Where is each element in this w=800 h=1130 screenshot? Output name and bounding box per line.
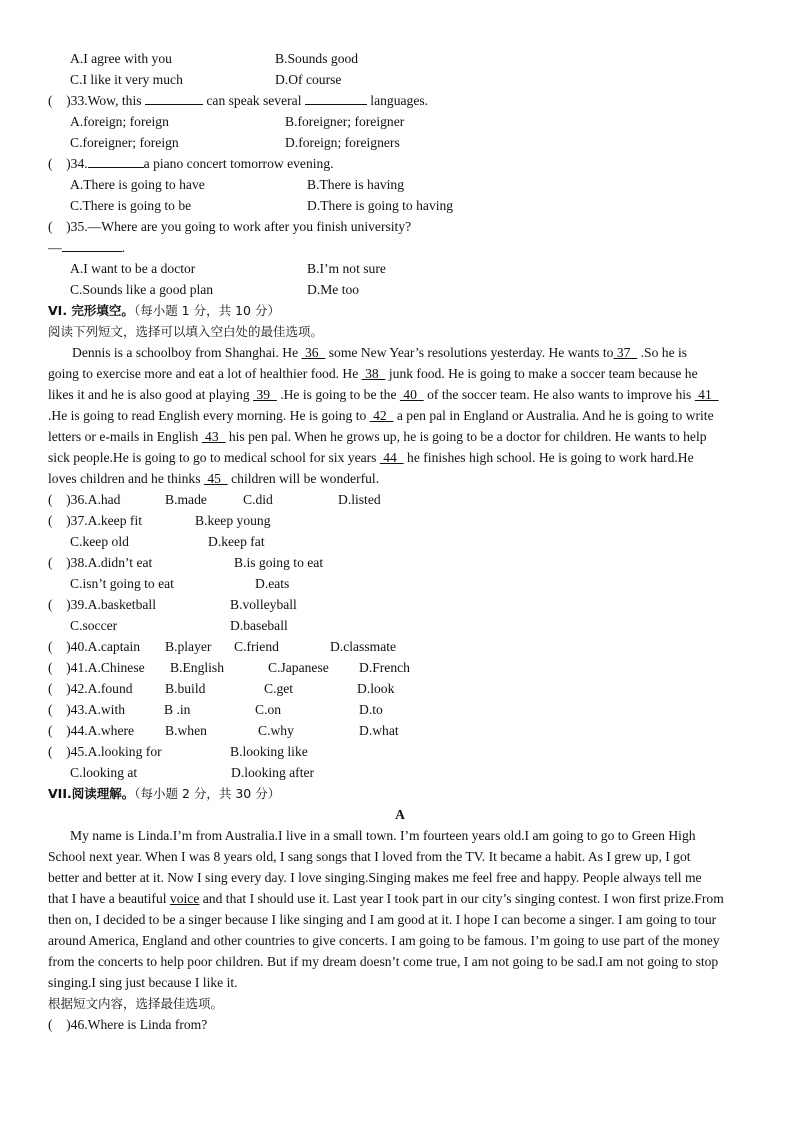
section-6-heading — [48, 300, 752, 321]
q35-reply-dash: — — [48, 240, 62, 255]
q39-options-row2 — [48, 615, 752, 636]
option-c[interactable]: C.Sounds like a good plan — [70, 282, 214, 297]
answer-blank[interactable] — [305, 90, 367, 105]
section-7-heading — [48, 783, 752, 804]
q36-options — [48, 489, 752, 510]
cloze-passage — [48, 342, 752, 489]
q32-options-row2 — [48, 69, 752, 90]
option-a[interactable]: ( )40.A.captain — [48, 639, 141, 654]
blank-37[interactable]: 37 — [613, 345, 638, 360]
reading-line-7: from the concerts to help poor children. But if my dream doesn’t come true, I am not going to be sad.I am not going to stop — [48, 954, 719, 969]
option-c[interactable]: C.soccer — [70, 618, 118, 633]
option-a[interactable]: A.I want to be a doctor — [70, 261, 196, 276]
option-c[interactable]: C.Japanese — [268, 660, 329, 675]
q45-options-row1 — [48, 741, 752, 762]
q46-stem: ( )46.Where is Linda from? — [48, 1017, 208, 1032]
cloze-line-5 — [48, 426, 752, 447]
cloze-line-7 — [48, 468, 752, 489]
cloze-text: a pen pal in England or Australia. And he is going to write — [393, 408, 714, 423]
q34-options-row2 — [48, 195, 752, 216]
cloze-line-1 — [48, 342, 752, 363]
q33-stem-pre: ( )33.Wow, this — [48, 93, 142, 108]
option-a[interactable]: A.foreign; foreign — [70, 114, 169, 129]
option-c[interactable]: C.why — [258, 723, 294, 738]
q41-options — [48, 657, 752, 678]
reading-line-1: My name is Linda.I’m from Australia.I live in a small town. I’m fourteen years old.I am going to go to Green High — [70, 828, 696, 843]
option-c[interactable]: C.isn’t going to eat — [70, 576, 174, 591]
option-a[interactable]: ( )36.A.had — [48, 492, 121, 507]
reading-text: that I have a beautiful — [48, 891, 170, 906]
q45-options-row2 — [48, 762, 752, 783]
option-b[interactable]: B.English — [170, 660, 225, 675]
option-a[interactable]: ( )38.A.didn’t eat — [48, 555, 153, 570]
blank-43[interactable]: 43 — [201, 429, 226, 444]
q34-stem-post: a piano concert tomorrow evening. — [143, 156, 334, 171]
cloze-text: going to exercise more and eat a lot of healthier food. He — [48, 366, 362, 381]
q35-options-row1 — [48, 258, 752, 279]
option-d[interactable]: D.French — [359, 660, 410, 675]
option-d[interactable]: D.eats — [255, 576, 290, 591]
cloze-text: of the soccer team. He also wants to improve his — [423, 387, 695, 402]
section-6-score: （每小题 1 分，共 10 分） — [133, 303, 280, 318]
section-7-score: （每小题 2 分，共 30 分） — [134, 786, 281, 801]
cloze-text: sick people.He is going to go to medical school for six years — [48, 450, 380, 465]
option-b[interactable]: B.Sounds good — [275, 51, 359, 66]
option-d[interactable]: D.to — [359, 702, 383, 717]
q38-options-row2 — [48, 573, 752, 594]
q33-options-row2 — [48, 132, 752, 153]
cloze-text: likes it and he is also good at playing — [48, 387, 254, 402]
reading-line-4 — [48, 888, 752, 909]
answer-blank[interactable] — [145, 90, 203, 105]
q33-stem-post: languages. — [370, 93, 429, 108]
option-b[interactable]: B.build — [165, 681, 206, 696]
option-b[interactable]: B .in — [164, 702, 191, 717]
cloze-line-3 — [48, 384, 752, 405]
option-d[interactable]: D.foreign; foreigners — [285, 135, 400, 150]
option-b[interactable]: B.There is having — [307, 177, 405, 192]
q35-options-row2 — [48, 279, 752, 300]
option-d[interactable]: D.Me too — [307, 282, 360, 297]
q34-options-row1 — [48, 174, 752, 195]
option-b[interactable]: B.is going to eat — [234, 555, 324, 570]
blank-38[interactable]: 38 — [361, 366, 386, 381]
option-b[interactable]: B.keep young — [195, 513, 271, 528]
option-b[interactable]: B.made — [165, 492, 207, 507]
cloze-text: .He is going to be the — [276, 387, 400, 402]
blank-44[interactable]: 44 — [379, 450, 404, 465]
reading-line-6: around America, England and other countries to give concerts. I am going to be famous. I’m going to use part of the money — [48, 933, 720, 948]
option-a[interactable]: ( )44.A.where — [48, 723, 135, 738]
option-c[interactable]: C.on — [255, 702, 282, 717]
cloze-text: some New Year’s resolutions yesterday. He wants to — [325, 345, 614, 360]
cloze-text: letters or e-mails in English — [48, 429, 202, 444]
option-d[interactable]: D.what — [359, 723, 399, 738]
option-b[interactable]: B.looking like — [230, 744, 308, 759]
cloze-text: junk food. He is going to make a soccer team because he — [385, 366, 698, 381]
option-b[interactable]: B.foreigner; foreigner — [285, 114, 405, 129]
option-d[interactable]: D.listed — [338, 492, 381, 507]
cloze-text: loves children and he thinks — [48, 471, 204, 486]
underlined-word: voice — [169, 891, 200, 906]
section-6-instruction: 阅读下列短文，选择可以填入空白处的最佳选项。 — [48, 324, 324, 339]
cloze-line-6 — [48, 447, 752, 468]
blank-45[interactable]: 45 — [203, 471, 228, 486]
blank-40[interactable]: 40 — [399, 387, 424, 402]
option-a[interactable]: A.I agree with you — [70, 51, 172, 66]
option-c[interactable]: C.looking at — [70, 765, 138, 780]
cloze-text: .He is going to read English every morning. He is going to — [48, 408, 370, 423]
reading-instruction: 根据短文内容，选择最佳选项。 — [48, 996, 224, 1011]
blank-36[interactable]: 36 — [301, 345, 326, 360]
answer-blank[interactable] — [88, 153, 144, 168]
option-b[interactable]: B.player — [165, 639, 212, 654]
option-a[interactable]: ( )39.A.basketball — [48, 597, 156, 612]
q38-options-row1 — [48, 552, 752, 573]
q39-options-row1 — [48, 594, 752, 615]
answer-blank[interactable] — [62, 237, 122, 252]
q37-options-row2 — [48, 531, 752, 552]
option-d[interactable]: D.baseball — [230, 618, 288, 633]
blank-39[interactable]: 39 — [253, 387, 277, 402]
q37-options-row1 — [48, 510, 752, 531]
q33-stem-mid: can speak several — [206, 93, 302, 108]
option-b[interactable]: B.volleyball — [230, 597, 297, 612]
option-c[interactable]: C.foreigner; foreign — [70, 135, 179, 150]
option-a[interactable]: ( )42.A.found — [48, 681, 133, 696]
option-c[interactable]: C.get — [264, 681, 294, 696]
option-c[interactable]: C.did — [243, 492, 273, 507]
q33-stem — [48, 90, 752, 111]
q34-stem — [48, 153, 752, 174]
option-c[interactable]: C.keep old — [70, 534, 129, 549]
cloze-line-4 — [48, 405, 752, 426]
blank-42[interactable]: 42 — [369, 408, 394, 423]
reading-line-8: singing.I sing just because I like it. — [48, 975, 238, 990]
q40-options — [48, 636, 752, 657]
reading-passage — [48, 825, 752, 993]
option-b[interactable]: B.I’m not sure — [307, 261, 386, 276]
option-a[interactable]: ( )37.A.keep fit — [48, 513, 142, 528]
q35-stem: ( )35.—Where are you going to work after you finish university? — [48, 219, 412, 234]
q32-options-row1 — [48, 48, 752, 69]
cloze-text: children will be wonderful. — [227, 471, 380, 486]
reading-line-3: better and better at it. Now I sing every day. I love singing.Singing makes me feel free and happy. People always tell me — [48, 870, 702, 885]
reading-text: and that I should use it. Last year I took part in our city’s singing contest. I won first prize.From — [199, 891, 724, 906]
option-c[interactable]: C.There is going to be — [70, 198, 192, 213]
cloze-text: his pen pal. When he grows up, he is going to be a doctor for children. He wants to help — [225, 429, 707, 444]
option-d[interactable]: D.classmate — [330, 639, 397, 654]
q42-options — [48, 678, 752, 699]
cloze-text: .So he is — [637, 345, 688, 360]
option-d[interactable]: D.There is going to having — [307, 198, 454, 213]
q44-options — [48, 720, 752, 741]
cloze-text: Dennis is a schoolboy from Shanghai. He — [72, 345, 302, 360]
q34-stem-pre: ( )34. — [48, 156, 88, 171]
section-6-title: VI. 完形填空。 — [48, 303, 134, 318]
reading-line-5: then on, I decided to be a singer because I like singing and I am good at it. I hope I can become a singer. I am going to tour — [48, 912, 717, 927]
option-b[interactable]: B.when — [165, 723, 207, 738]
option-c[interactable]: C.friend — [234, 639, 279, 654]
exam-page — [48, 48, 752, 1035]
q35-reply: — . — [48, 237, 752, 258]
cloze-text: he finishes high school. He is going to work hard.He — [403, 450, 694, 465]
option-c[interactable]: C.I like it very much — [70, 72, 183, 87]
blank-41[interactable]: 41 — [694, 387, 719, 402]
option-a[interactable]: ( )43.A.with — [48, 702, 126, 717]
option-d[interactable]: D.look — [357, 681, 395, 696]
option-a[interactable]: ( )45.A.looking for — [48, 744, 162, 759]
option-d[interactable]: D.keep fat — [208, 534, 265, 549]
option-a[interactable]: ( )41.A.Chinese — [48, 660, 145, 675]
reading-line-2: School next year. When I was 8 years old, I sang songs that I loved from the TV. It became a habit. As I grew up, I got — [48, 849, 691, 864]
section-7-title: VII.阅读理解。 — [48, 786, 135, 801]
option-d[interactable]: D.looking after — [231, 765, 315, 780]
option-d[interactable]: D.Of course — [275, 72, 342, 87]
q33-options-row1 — [48, 111, 752, 132]
passage-label: A — [395, 807, 405, 822]
q43-options — [48, 699, 752, 720]
option-a[interactable]: A.There is going to have — [70, 177, 205, 192]
cloze-line-2 — [48, 363, 752, 384]
